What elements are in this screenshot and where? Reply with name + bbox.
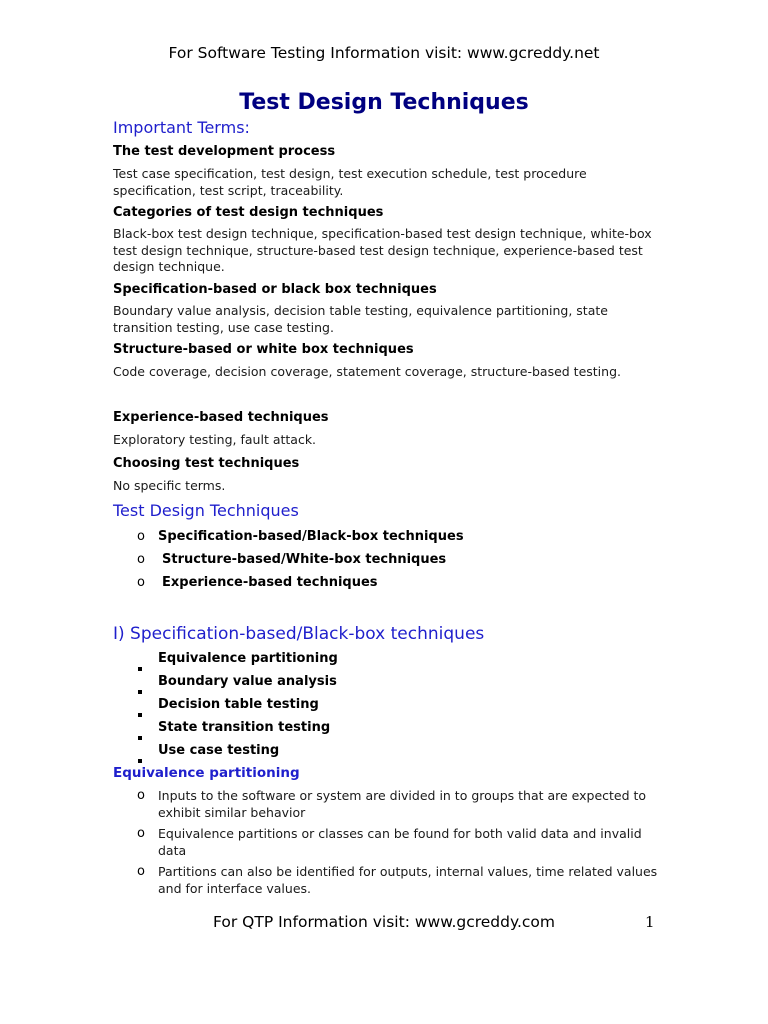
list-item: Equivalence partitioning [158, 651, 338, 666]
circle-bullet-icon: o [137, 575, 145, 590]
square-bullet-icon [138, 725, 142, 744]
page-number: 1 [645, 913, 655, 931]
term-label: Experience-based techniques [113, 410, 329, 425]
page-header: For Software Testing Information visit: www.gcreddy.net [168, 44, 600, 62]
circle-bullet-icon: o [137, 552, 145, 567]
circle-bullet-icon: o [137, 529, 145, 544]
list-item: Inputs to the software or system are divided in to groups that are expected to exhibit similar behavior [158, 788, 647, 820]
term-text: Code coverage, decision coverage, statement coverage, structure-based testing. [113, 364, 621, 379]
circle-bullet-icon: o [137, 826, 145, 841]
term-label: Choosing test techniques [113, 456, 300, 471]
list-item: State transition testing [158, 720, 331, 735]
page-footer: For QTP Information visit: www.gcreddy.com [213, 913, 555, 931]
list-item: Boundary value analysis [158, 674, 337, 689]
term-text: Black-box test design technique, specification-based test design technique, white-box test design technique, structure-based test design technique, experience-based test design technique. [113, 226, 652, 274]
eqp-heading: Equivalence partitioning [113, 765, 300, 781]
list-item: Equivalence partitions or classes can be found for both valid data and invalid data [158, 826, 642, 858]
term-label: Structure-based or white box techniques [113, 342, 414, 357]
important-terms-heading: Important Terms: [113, 118, 250, 137]
list-item: Experience-based techniques [162, 575, 378, 590]
list-item: Use case testing [158, 743, 280, 758]
document-title: Test Design Techniques [239, 90, 529, 115]
tdt-heading: Test Design Techniques [113, 501, 299, 520]
square-bullet-icon [138, 679, 142, 698]
list-item: Structure-based/White-box techniques [162, 552, 447, 567]
list-item: Specification-based/Black-box techniques [158, 529, 464, 544]
term-label: Specification-based or black box techniques [113, 282, 437, 297]
list-item: Partitions can also be identified for outputs, internal values, time related values and for interface values. [158, 864, 658, 896]
circle-bullet-icon: o [137, 864, 145, 879]
circle-bullet-icon: o [137, 788, 145, 803]
list-item: Decision table testing [158, 697, 319, 712]
square-bullet-icon [138, 656, 142, 675]
term-text: Boundary value analysis, decision table testing, equivalence partitioning, state transition testing, use case testing. [113, 303, 608, 335]
term-text: Test case specification, test design, test execution schedule, test procedure specification, test script, traceability. [113, 166, 587, 198]
square-bullet-icon [138, 702, 142, 721]
term-text: Exploratory testing, fault attack. [113, 432, 317, 447]
term-label: The test development process [113, 144, 336, 159]
term-text: No specific terms. [113, 478, 226, 493]
term-label: Categories of test design techniques [113, 205, 384, 220]
spec-heading: I) Specification-based/Black-box techniques [113, 624, 485, 644]
